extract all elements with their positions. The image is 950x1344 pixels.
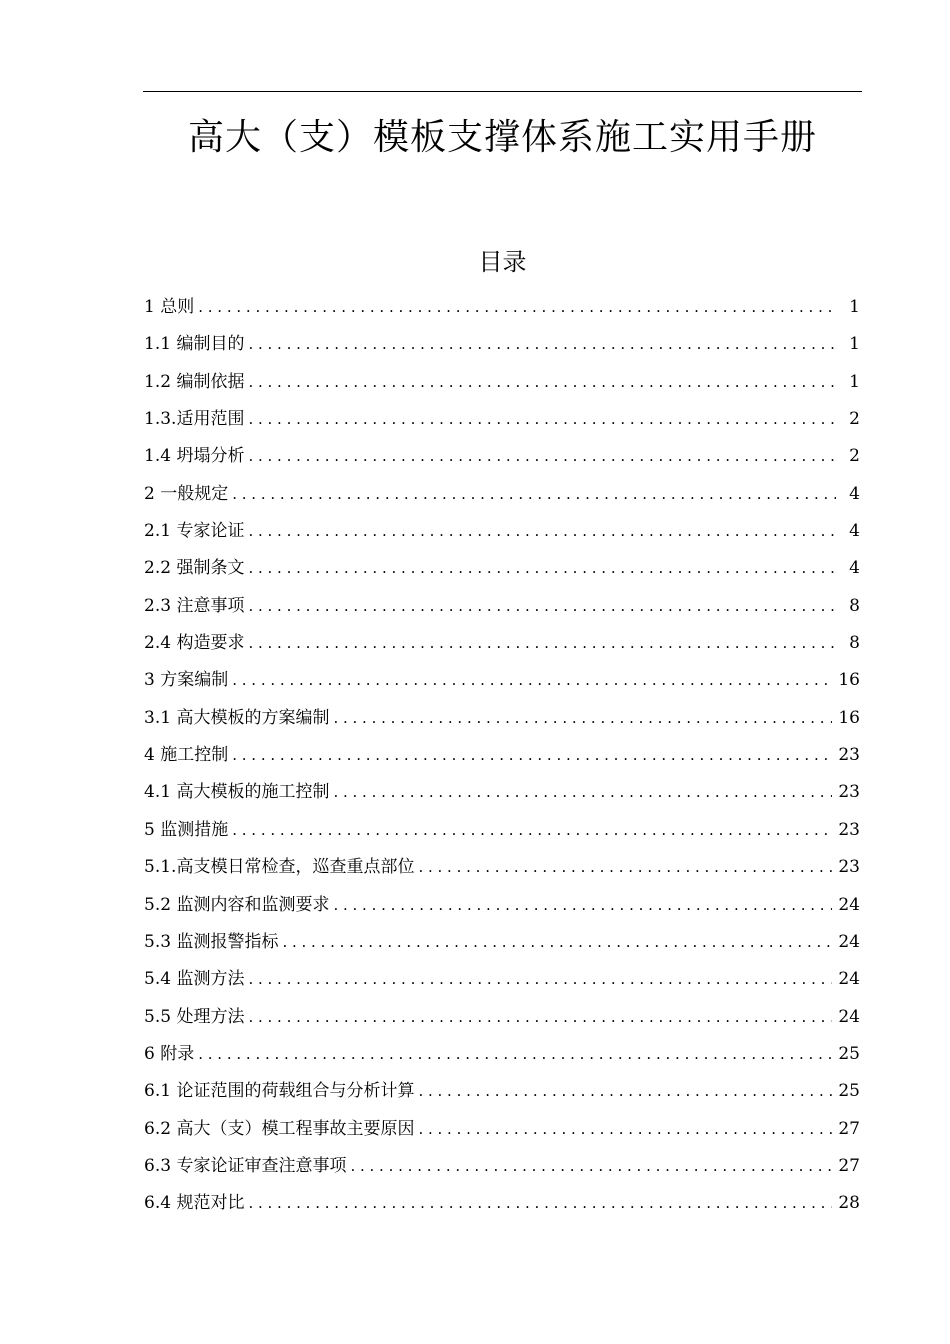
toc-entry-page-number: 1 (849, 334, 860, 355)
toc-entry[interactable] (144, 1111, 860, 1148)
toc-entry-label: 5.1.高支模日常检查，巡查重点部位 (144, 857, 415, 878)
toc-dot-leader (333, 774, 832, 811)
toc-entry-page-number: 24 (838, 1006, 860, 1027)
toc-entry-page-number: 8 (849, 633, 860, 654)
toc-entry[interactable] (144, 1036, 860, 1073)
toc-entry-label: 2.1 专家论证 (144, 521, 245, 542)
toc-entry-label: 5.4 监测方法 (144, 969, 245, 990)
toc-entry-label: 3.1 高大模板的方案编制 (144, 707, 330, 728)
toc-entry[interactable] (144, 326, 860, 363)
toc-dot-leader (248, 961, 832, 998)
toc-dot-leader (282, 924, 832, 961)
toc-entry-label: 5 监测措施 (144, 819, 229, 840)
toc-entry-page-number: 1 (849, 297, 860, 317)
toc-entry-page-number: 27 (838, 1118, 860, 1139)
toc-entry-page-number: 23 (838, 782, 860, 803)
toc-entry-page-number: 23 (838, 857, 860, 878)
toc-entry[interactable] (144, 849, 860, 886)
toc-entry[interactable] (144, 588, 860, 625)
toc-entry-page-number: 16 (838, 707, 860, 728)
toc-dot-leader (232, 737, 832, 774)
toc-dot-leader (248, 625, 836, 662)
toc-dot-leader (232, 662, 832, 699)
toc-entry[interactable] (144, 625, 860, 662)
toc-entry-page-number: 24 (838, 931, 860, 952)
toc-entry-label: 5.2 监测内容和监测要求 (144, 894, 330, 915)
toc-entry-label: 1.1 编制目的 (144, 334, 245, 355)
toc-dot-leader (248, 438, 836, 475)
toc-dot-leader (418, 1073, 832, 1110)
toc-dot-leader (248, 401, 836, 438)
toc-entry-label: 2.2 强制条文 (144, 558, 245, 579)
toc-entry-page-number: 2 (849, 409, 860, 430)
toc-entry-label: 6 附录 (144, 1043, 195, 1064)
toc-entry-page-number: 23 (838, 819, 860, 840)
toc-dot-leader (248, 999, 832, 1036)
toc-entry-label: 2.3 注意事项 (144, 595, 245, 616)
toc-dot-leader (350, 1148, 832, 1185)
document-title: 高大（支）模板支撑体系施工实用手册 (187, 117, 817, 158)
toc-entry-page-number: 16 (838, 670, 860, 691)
toc-entry-label: 5.5 处理方法 (144, 1006, 245, 1027)
toc-entry[interactable] (144, 550, 860, 587)
toc-entry-page-number: 4 (849, 483, 860, 504)
toc-entry[interactable] (144, 737, 860, 774)
toc-dot-leader (198, 1036, 832, 1073)
toc-entry[interactable] (144, 961, 860, 998)
toc-entry-page-number: 25 (838, 1043, 860, 1064)
toc-entry-label: 1.4 坍塌分析 (144, 446, 245, 467)
toc-entry-page-number: 24 (838, 969, 860, 990)
toc-dot-leader (248, 1185, 832, 1222)
toc-entry[interactable] (144, 999, 860, 1036)
toc-entry-label: 6.2 高大（支）模工程事故主要原因 (144, 1118, 415, 1139)
toc-entry[interactable] (144, 513, 860, 550)
toc-dot-leader (248, 513, 836, 550)
toc-entry[interactable] (144, 662, 860, 699)
toc-entry-label: 3 方案编制 (144, 670, 229, 691)
toc-entry[interactable] (144, 700, 860, 737)
toc-entry-page-number: 24 (838, 894, 860, 915)
toc-entry-label: 6.3 专家论证审查注意事项 (144, 1155, 347, 1176)
toc-entry[interactable] (144, 401, 860, 438)
toc-entry[interactable] (144, 924, 860, 961)
toc-dot-leader (333, 700, 832, 737)
toc-entry-label: 2 一般规定 (144, 483, 229, 504)
toc-entry[interactable] (144, 289, 860, 326)
toc-entry-label: 4 施工控制 (144, 745, 229, 766)
toc-entry[interactable] (144, 887, 860, 924)
toc-entry-page-number: 1 (849, 371, 860, 392)
toc-entry[interactable] (144, 812, 860, 849)
toc-dot-leader (248, 550, 836, 587)
toc-entry[interactable] (144, 774, 860, 811)
header-rule (143, 91, 862, 92)
toc-entry-page-number: 27 (838, 1155, 860, 1176)
toc-entry-page-number: 25 (838, 1081, 860, 1102)
toc-dot-leader (248, 364, 836, 401)
toc-entry-label: 5.3 监测报警指标 (144, 931, 279, 952)
toc-entry-page-number: 4 (849, 558, 860, 579)
toc-dot-leader (248, 326, 836, 363)
toc-entry-page-number: 28 (838, 1193, 860, 1214)
toc-entry[interactable] (144, 438, 860, 475)
toc-entry-label: 2.4 构造要求 (144, 633, 245, 654)
toc-entry-label: 1.3.适用范围 (144, 409, 245, 430)
toc-dot-leader (232, 476, 836, 513)
toc-entry-label: 1.2 编制依据 (144, 371, 245, 392)
toc-dot-leader (418, 1111, 832, 1148)
toc-dot-leader (333, 887, 832, 924)
toc-dot-leader (232, 812, 832, 849)
toc-dot-leader (418, 849, 832, 886)
toc-entry[interactable] (144, 1073, 860, 1110)
toc-entry-label: 1 总则 (144, 297, 195, 317)
toc-entry-page-number: 8 (849, 595, 860, 616)
toc-entry-label: 4.1 高大模板的施工控制 (144, 782, 330, 803)
toc-entry-page-number: 23 (838, 745, 860, 766)
toc-entry-label: 6.1 论证范围的荷载组合与分析计算 (144, 1081, 415, 1102)
toc-entry-page-number: 4 (849, 521, 860, 542)
toc-entry[interactable] (144, 476, 860, 513)
toc-dot-leader (248, 588, 836, 625)
toc-entry[interactable] (144, 1148, 860, 1185)
toc-dot-leader (198, 289, 836, 326)
table-of-contents (144, 289, 860, 1223)
toc-entry-page-number: 2 (849, 446, 860, 467)
toc-heading: 目录 (478, 248, 527, 276)
toc-entry[interactable] (144, 364, 860, 401)
toc-entry[interactable] (144, 1185, 860, 1222)
toc-entry-label: 6.4 规范对比 (144, 1193, 245, 1214)
